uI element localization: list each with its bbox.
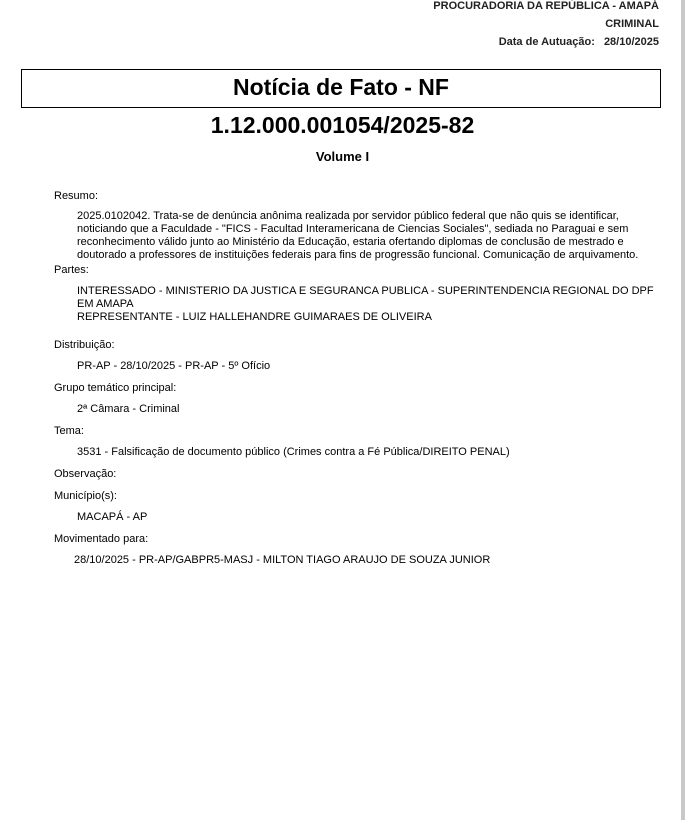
grupo-tematico-value: 2ª Câmara - Criminal xyxy=(77,403,180,415)
movimentado-label: Movimentado para: xyxy=(54,533,149,545)
filing-date-label: Data de Autuação: xyxy=(498,36,595,48)
filing-date-row xyxy=(433,33,659,51)
grupo-tematico-label: Grupo temático principal: xyxy=(54,382,177,394)
distribuicao-label: Distribuição: xyxy=(54,339,115,351)
observacao-label: Observação: xyxy=(54,468,117,480)
municipios-label: Município(s): xyxy=(54,490,117,502)
filing-date-value: 28/10/2025 xyxy=(603,36,659,48)
municipios-value: MACAPÁ - AP xyxy=(77,511,148,523)
tema-value: 3531 - Falsificação de documento público (Crimes contra a Fé Pública/DIREITO PENAL) xyxy=(77,446,510,458)
partes-list xyxy=(54,285,654,324)
org-division: CRIMINAL xyxy=(605,18,659,30)
document-body xyxy=(54,190,654,567)
volume-label: Volume I xyxy=(315,149,370,164)
partes-label: Partes: xyxy=(54,264,89,276)
resumo-label: Resumo: xyxy=(54,190,99,202)
distribuicao-value: PR-AP - 28/10/2025 - PR-AP - 5º Ofício xyxy=(77,360,271,372)
tema-label: Tema: xyxy=(54,425,84,437)
parte-item: REPRESENTANTE - LUIZ HALLEHANDRE GUIMARAES DE OLIVEIRA xyxy=(77,311,432,323)
movimentado-value: 28/10/2025 - PR-AP/GABPR5-MASJ - MILTON TIAGO ARAUJO DE SOUZA JUNIOR xyxy=(74,554,491,566)
process-number: 1.12.000.001054/2025-82 xyxy=(210,112,475,138)
resumo-text: 2025.0102042. Trata-se de denúncia anônima realizada por servidor público federal que não quis se identificar, noticiando que a Faculdade - "FICS - Facultad Interamericana de Ciencias Sociales", sediada no Paraguai e sem reconhecimento válido junto ao Ministério da Educação, estaria ofertando diplomas de conclusão de mestrado e doutorado a professores de instituições federais para fins de progressão funcional. Comunicação de arquivamento. xyxy=(77,210,639,261)
document-header xyxy=(433,0,659,51)
document-title: Notícia de Fato - NF xyxy=(21,69,661,108)
org-name: PROCURADORIA DA REPÚBLICA - AMAPÁ xyxy=(433,0,659,12)
parte-item: INTERESSADO - MINISTERIO DA JUSTICA E SEGURANCA PUBLICA - SUPERINTENDENCIA REGIONAL DO DPF EM AMAPA xyxy=(77,285,654,310)
